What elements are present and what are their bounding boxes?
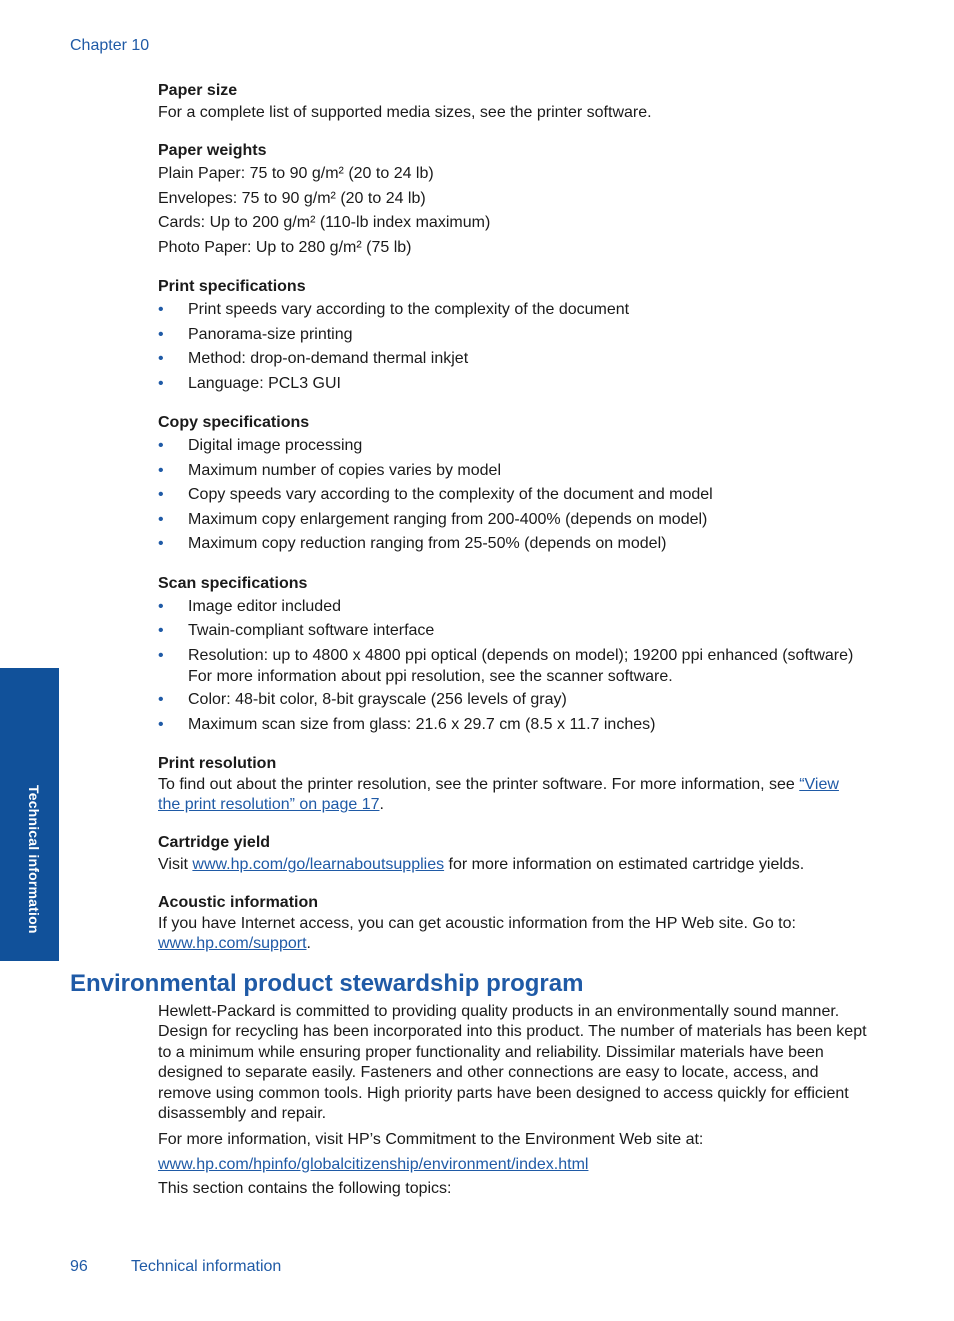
view-print-resolution-link-continued[interactable]: the print resolution” on page 17: [158, 796, 380, 814]
section-text: To find out about the printer resolution, see the printer software. For more information, see “View the print resolution” on page 17.: [158, 776, 839, 814]
weight-line: Photo Paper: Up to 280 g/m² (75 lb): [158, 238, 412, 256]
list-item: • Color: 48-bit color, 8-bit grayscale (256 levels of gray): [158, 688, 870, 713]
environment-link-line: [158, 1153, 870, 1178]
weight-line: Cards: Up to 200 g/m² (110-lb index maximum): [158, 214, 491, 231]
bullet-icon: •: [158, 715, 164, 733]
environment-content: [158, 1002, 870, 1202]
section-heading: Print resolution: [158, 755, 277, 772]
section-acoustic: [158, 892, 870, 955]
bullet-icon: •: [158, 622, 164, 639]
section-heading: Scan specifications: [158, 574, 308, 592]
section-text: If you have Internet access, you can get acoustic information from the HP Web site. Go to: www.hp.com/support.: [158, 914, 796, 953]
environment-paragraph: Hewlett-Packard is committed to providing quality products in an environmentally sound manner. Design for recycling has been incorporated into this product. The number of materials has been kept to a minimum while ensuring proper functionality and reliability. Dissimilar materials have been designed to separate easily. Fasteners and other connections are easy to locate, access, and remove using common tools. High priority parts have been designed to access quickly for efficient disassembly and repair.: [158, 1003, 867, 1123]
view-print-resolution-link[interactable]: “View: [799, 776, 839, 793]
side-tab-label: Technical information: [26, 785, 42, 934]
section-heading: Print specifications: [158, 278, 306, 295]
bullet-icon: •: [158, 350, 164, 367]
list-item: • Image editor included: [158, 595, 870, 620]
list-item: • Maximum copy reduction ranging from 25-50% (depends on model): [158, 532, 870, 557]
section-copy-specs: [158, 412, 870, 557]
section-heading: Cartridge yield: [158, 833, 271, 851]
bullet-icon: •: [158, 437, 164, 454]
resolution-note: For more information about ppi resolution, see the scanner software.: [188, 668, 673, 685]
section-heading: Paper weights: [158, 142, 267, 159]
list-item: • Method: drop-on-demand thermal inkjet: [158, 347, 870, 372]
bullet-icon: •: [158, 597, 164, 615]
topics-intro: This section contains the following topics:: [158, 1180, 452, 1198]
list-item: • Twain-compliant software interface: [158, 619, 870, 644]
footer-title: Technical information: [131, 1258, 282, 1275]
environment-link[interactable]: www.hp.com/hpinfo/globalcitizenship/environment/index.html: [158, 1155, 589, 1173]
support-link[interactable]: www.hp.com/support: [158, 935, 307, 953]
bullet-icon: •: [158, 461, 164, 479]
bullet-icon: •: [158, 301, 164, 318]
supplies-link[interactable]: www.hp.com/go/learnaboutsupplies: [192, 855, 445, 873]
bullet-icon: •: [158, 691, 164, 708]
more-info-text: For more information, visit HP’s Commitment to the Environment Web site at:: [158, 1131, 704, 1149]
weight-line: Plain Paper: 75 to 90 g/m² (20 to 24 lb): [158, 165, 434, 182]
list-item: • Maximum number of copies varies by model: [158, 459, 870, 484]
list-item: • Print speeds vary according to the complexity of the document: [158, 298, 870, 323]
section-title: Environmental product stewardship program: [70, 970, 584, 997]
section-paper-size: [158, 80, 870, 124]
weight-line: Envelopes: 75 to 90 g/m² (20 to 24 lb): [158, 189, 426, 207]
bullet-icon: •: [158, 510, 164, 528]
section-heading: Paper size: [158, 82, 238, 99]
section-text: For a complete list of supported media sizes, see the printer software.: [158, 104, 652, 121]
list-item: • Copy speeds vary according to the complexity of the document and model: [158, 483, 870, 508]
spec-content: [158, 80, 870, 971]
list-item: • Language: PCL3 GUI: [158, 372, 870, 397]
chapter-label: Chapter 10: [70, 37, 150, 54]
list-item: • Panorama-size printing: [158, 323, 870, 348]
page-number: 96: [70, 1258, 88, 1275]
section-print-resolution: [158, 753, 870, 816]
list-item: • Maximum scan size from glass: 21.6 x 29.7 cm (8.5 x 11.7 inches): [158, 713, 870, 738]
section-heading: Acoustic information: [158, 893, 319, 911]
bullet-icon: •: [158, 535, 164, 552]
list-item: • Maximum copy enlargement ranging from 200-400% (depends on model): [158, 508, 870, 533]
section-heading: Copy specifications: [158, 414, 310, 431]
section-cartridge-yield: [158, 832, 870, 876]
section-scan-specs: [158, 573, 870, 738]
list-item: • Digital image processing: [158, 434, 870, 459]
bullet-icon: •: [158, 325, 164, 343]
list-item: • Resolution: up to 4800 x 4800 ppi optical (depends on model); 19200 ppi enhanced (software) For more information about ppi resolution, see the scanner software.: [158, 644, 870, 689]
section-print-specs: [158, 276, 870, 396]
bullet-icon: •: [158, 486, 164, 503]
section-text: Visit www.hp.com/go/learnaboutsupplies for more information on estimated cartridge yields.: [158, 855, 805, 873]
bullet-icon: •: [158, 374, 164, 392]
section-paper-weights: [158, 140, 870, 260]
bullet-icon: •: [158, 646, 164, 664]
